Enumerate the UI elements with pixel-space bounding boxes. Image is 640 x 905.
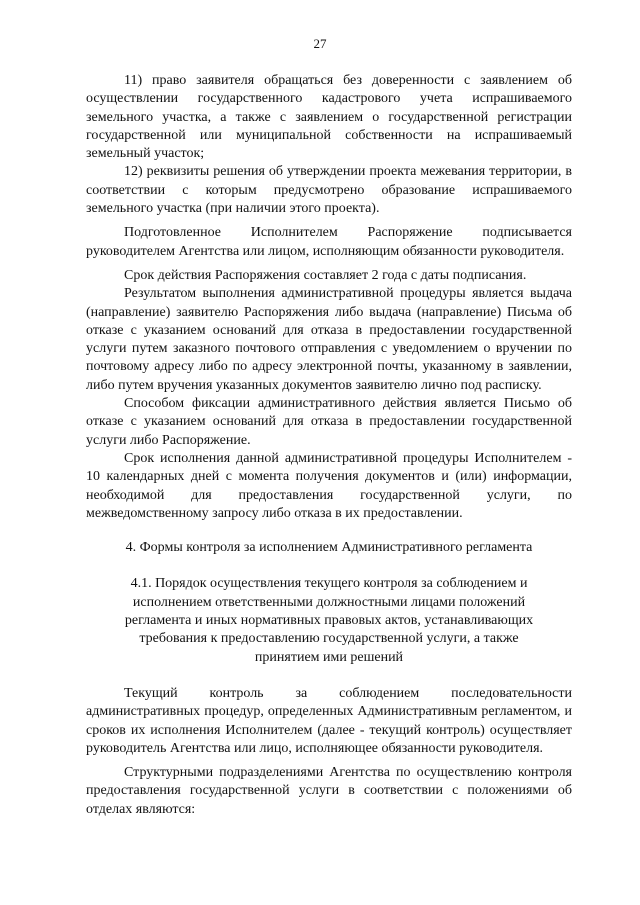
document-body xyxy=(86,72,572,819)
paragraph-item-12: 12) реквизиты решения об утверждении проекта межевания территории, в соответствии с которым предусмотрено образование испрашиваемого земельного участка (при наличии этого проекта). xyxy=(86,164,572,217)
paragraph-deadline: Срок исполнения данной административной процедуры Исполнителем - 10 календарных дней с момента получения документов и (или) информации, необходимой для предоставления государственной услуги, по межведомственному запросу либо отказа в их предоставлении. xyxy=(86,450,572,521)
paragraph-validity: Срок действия Распоряжения составляет 2 года с даты подписания. xyxy=(124,267,527,283)
paragraph-structural-units: Структурными подразделениями Агентства по осуществлению контроля предоставления государственной услуги в соответствии с положениями об отделах являются: xyxy=(86,765,572,817)
paragraph-signing: Подготовленное Исполнителем Распоряжение подписывается руководителем Агентства или лицом, исполняющим обязанности руководителя. xyxy=(86,225,572,259)
page-number: 27 xyxy=(313,36,327,51)
subsection-heading: 4.1. Порядок осуществления текущего контроля за соблюдением и исполнением ответственными должностными лицами положений регламента и иных нормативных правовых актов, устанавливающих требования к предоставлению государственной услуги, а также принятием ими решений xyxy=(124,576,534,665)
paragraph-fixation: Способом фиксации административного действия является Письмо об отказе с указанием оснований для отказа в предоставлении государственной услуги либо Распоряжение. xyxy=(86,396,572,448)
paragraph-current-control: Текущий контроль за соблюдением последовательности административных процедур, определенных Административным регламентом, и сроков их исполнения Исполнителем (далее - текущий контроль) осуществляет руководитель Агентства или лицо, исполняющее обязанности руководителя. xyxy=(86,685,572,756)
section-heading: 4. Формы контроля за исполнением Административного регламента xyxy=(125,540,533,556)
paragraph-item-11: 11) право заявителя обращаться без доверенности с заявлением об осуществлении государственного кадастрового учета испрашиваемого земельного участка, а также с заявлением о государственной регистрации государственной или муниципальной собственности на испрашиваемый земельный участок; xyxy=(86,73,572,162)
paragraph-result: Результатом выполнения административной процедуры является выдача (направление) заявителю Распоряжения либо выдача (направление) Письма об отказе с указанием оснований для отказа в предоставлении государственной услуги путем заказного почтового отправления с уведомлением о вручении по почтовому адресу либо по адресу электронной почты, указанному в заявлении, либо путем вручения указанных документов заявителю лично под расписку. xyxy=(86,286,572,393)
